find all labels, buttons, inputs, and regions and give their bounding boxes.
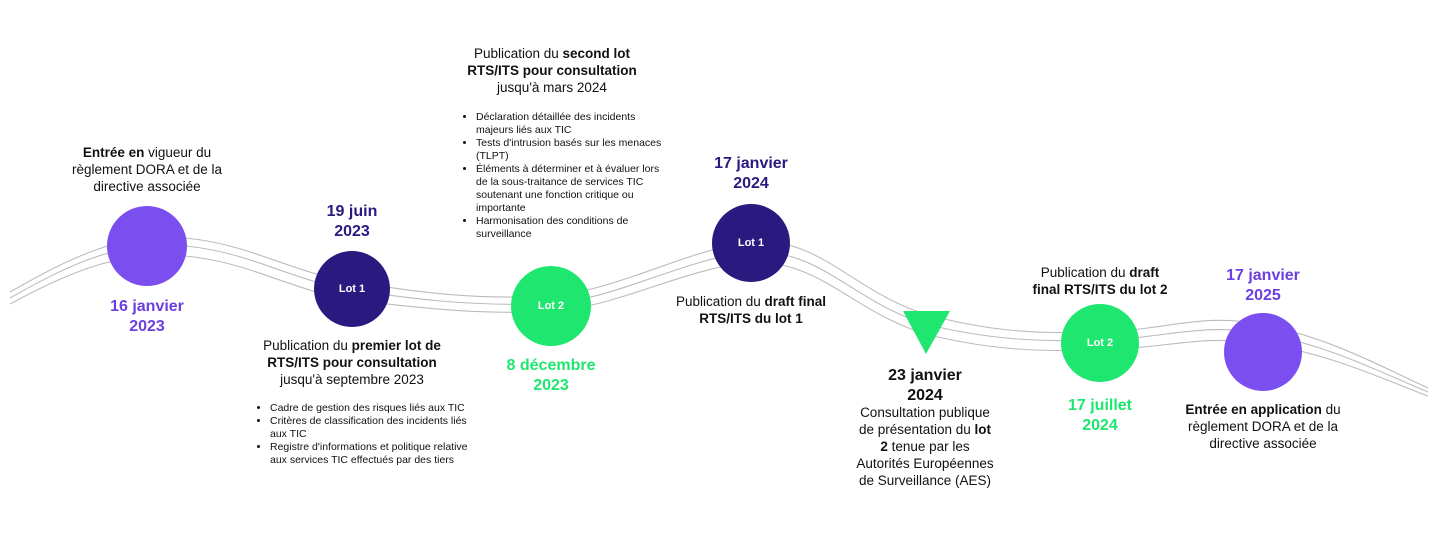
circle-label-lot2-2023: Lot 2 xyxy=(537,300,565,312)
bullet-item: • Déclaration détaillée des incidents majeurs liés aux TIC xyxy=(476,111,666,137)
bullet-item: • Harmonisation des conditions de surveillance xyxy=(476,215,666,241)
circle-label-lot2-2024: Lot 2 xyxy=(1086,337,1114,349)
milestone-desc-2024-01-b xyxy=(830,404,1020,489)
bullet-item: • Cadre de gestion des risques liés aux TIC xyxy=(270,402,470,415)
desc-pre: Publication du xyxy=(473,46,559,61)
date-line1: 17 janvier xyxy=(714,155,788,172)
desc-line1: Consultation publique xyxy=(860,405,990,420)
date-line2: 2023 xyxy=(533,377,569,394)
milestone-desc-2024-07 xyxy=(1000,264,1200,298)
milestone-date-2023-12 xyxy=(476,356,626,396)
desc-bold1: draft final xyxy=(764,294,827,309)
desc-bold: Entrée en application xyxy=(1185,402,1322,417)
desc-bold1: second lot xyxy=(562,46,631,61)
desc-bold1: draft xyxy=(1129,265,1160,280)
milestone-bullets-2023-12 xyxy=(458,111,666,241)
milestone-bullets-2023-06 xyxy=(252,402,470,467)
milestone-desc-2023-01 xyxy=(52,144,242,195)
desc-pre: Publication du xyxy=(675,294,761,309)
milestone-desc-2023-12 xyxy=(432,45,672,96)
bullet-item: • Registre d'informations et politique relative aux services TIC effectués par des tiers xyxy=(270,441,470,467)
desc-line3-rest: tenue par les xyxy=(891,439,970,454)
date-line2: 2024 xyxy=(733,175,769,192)
desc-line2-pre: de présentation du xyxy=(858,422,971,437)
desc-post: jusqu'à septembre 2023 xyxy=(280,372,424,387)
date-line2: 2025 xyxy=(1245,287,1281,304)
bullet-item: • Éléments à déterminer et à évaluer lors de la sous-traitance de services TIC soutenant une fonction critique ou importante xyxy=(476,163,666,215)
milestone-circle-2023-01 xyxy=(107,206,187,286)
date-line1: 17 janvier xyxy=(1226,267,1300,284)
desc-bold2: final RTS/ITS du lot 2 xyxy=(1032,282,1168,297)
milestone-desc-2023-06 xyxy=(232,337,472,388)
desc-line4: Autorités Européennes xyxy=(856,456,994,471)
milestone-date-2023-06 xyxy=(282,202,422,242)
milestone-date-2024-01-b xyxy=(855,366,995,406)
date-line2: 2024 xyxy=(1082,417,1118,434)
date-line1: 23 janvier xyxy=(888,367,962,384)
date-line1: 8 décembre xyxy=(506,357,596,374)
circle-label-lot1-2023: Lot 1 xyxy=(338,283,366,295)
bullet-item: • Tests d'intrusion basés sur les menaces (TLPT) xyxy=(476,137,666,163)
desc-post: jusqu'à mars 2024 xyxy=(497,80,607,95)
milestone-triangle-2024-01 xyxy=(903,311,950,354)
desc-line2-bold: lot xyxy=(974,422,992,437)
desc-bold2: RTS/ITS pour consultation xyxy=(467,63,637,78)
date-line1: 17 juillet xyxy=(1067,397,1133,414)
desc-line5: de Surveillance (AES) xyxy=(858,473,992,488)
desc-bold2: RTS/ITS du lot 1 xyxy=(699,311,803,326)
desc-pre: Publication du xyxy=(1040,265,1126,280)
milestone-desc-2024-01-a xyxy=(651,293,851,327)
milestone-date-2025-01 xyxy=(1193,266,1333,306)
desc-bold2: RTS/ITS pour consultation xyxy=(267,355,437,370)
date-line2: 2023 xyxy=(129,318,165,335)
milestone-date-2024-01-a xyxy=(681,154,821,194)
milestone-circle-2025-01 xyxy=(1224,313,1302,391)
bullet-item: • Critères de classification des incidents liés aux TIC xyxy=(270,415,470,441)
date-line1: 16 janvier xyxy=(110,298,184,315)
milestone-date-2023-01 xyxy=(77,297,217,337)
date-line2: 2024 xyxy=(907,387,943,404)
desc-pre: Publication du xyxy=(263,338,348,353)
milestone-desc-2025-01 xyxy=(1178,401,1348,452)
date-line1: 19 juin xyxy=(326,203,378,220)
date-line2: 2023 xyxy=(334,223,370,240)
desc-line3-bold: 2 xyxy=(880,439,888,454)
milestone-date-2024-07 xyxy=(1030,396,1170,436)
desc-rest: du règlement DORA et de la directive associée xyxy=(1187,402,1341,451)
circle-label-lot1-2024: Lot 1 xyxy=(737,237,765,249)
desc-bold: Entrée en xyxy=(82,145,145,160)
desc-bold1: premier lot de xyxy=(351,338,441,353)
desc-rest: vigueur du règlement DORA et de la directive associée xyxy=(71,145,223,194)
